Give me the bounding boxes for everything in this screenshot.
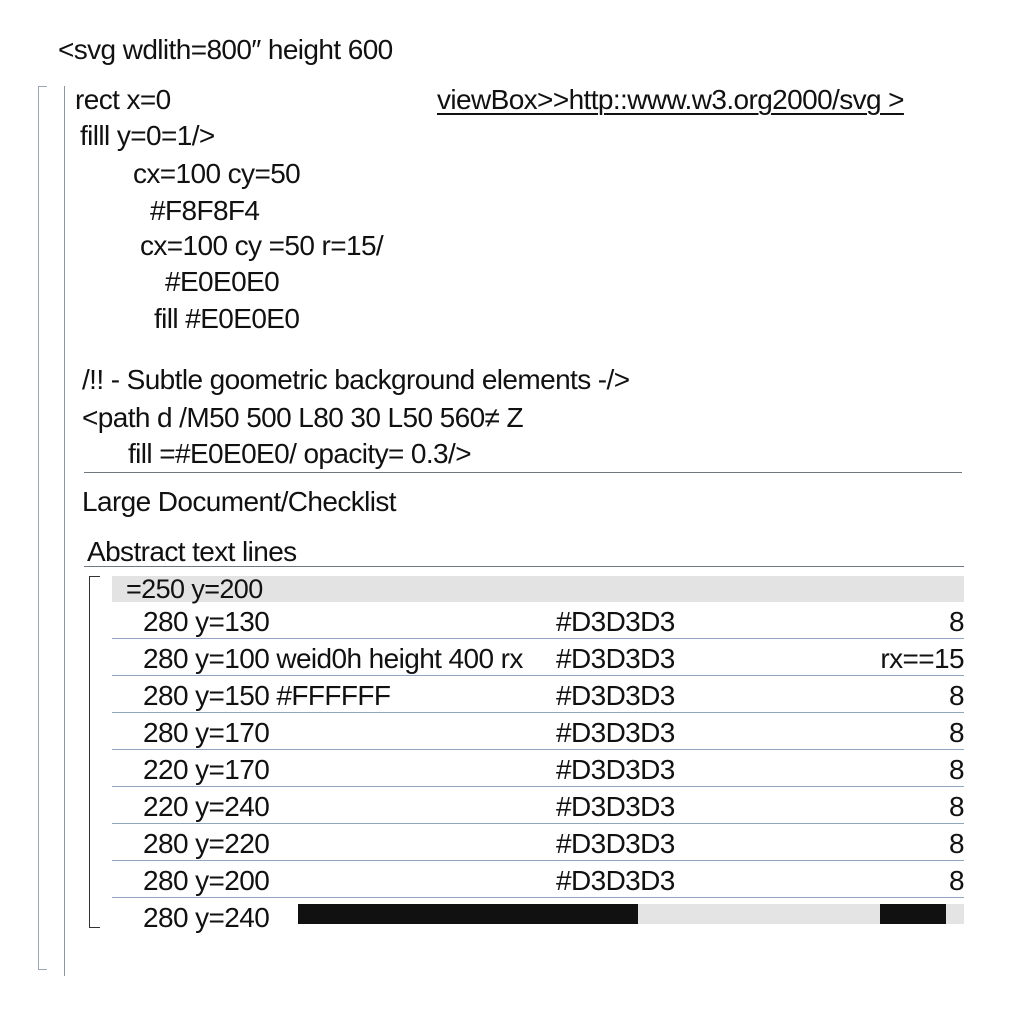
- table-row: [112, 861, 964, 898]
- table-cell-1: 220 y=240: [143, 791, 270, 822]
- table-cell-1: 280 y=100 weid0h height 400 rx: [143, 643, 523, 674]
- code-line-circle: cx=100 cy =50 r=15/: [140, 230, 384, 261]
- table-row: [112, 676, 964, 713]
- left-bracket-frame: [38, 86, 47, 970]
- table-cell-1: 280 y=150 #FFFFFF: [143, 680, 391, 711]
- table-last-row: [112, 898, 964, 932]
- data-table: [112, 576, 964, 932]
- table-cell-2: #D3D3D3: [556, 680, 675, 711]
- table-header: =250 y=200: [112, 576, 964, 602]
- table-bracket: [89, 576, 100, 928]
- code-line-viewbox: viewBox>>http::www.w3.org2000/svg >: [437, 84, 904, 115]
- table-row: [112, 639, 964, 676]
- table-cell-1: 280 y=200: [143, 865, 270, 896]
- code-line-fill: filll y=0=1/>: [80, 120, 215, 151]
- table-cell-2: #D3D3D3: [556, 791, 675, 822]
- table-cell-3: 8: [949, 865, 964, 896]
- document-title: <svg wdlith=800″ height 600: [58, 34, 393, 65]
- section-table-label: Abstract text lines: [87, 536, 297, 567]
- table-cell-3: 8: [949, 791, 964, 822]
- code-line-cx-cy: cx=100 cy=50: [133, 158, 301, 189]
- table-row: [112, 787, 964, 824]
- table-cell-3: 8: [949, 828, 964, 859]
- table-cell-3: 8: [949, 680, 964, 711]
- vertical-rule: [64, 86, 65, 976]
- section-document-label: Large Document/Checklist: [82, 486, 396, 517]
- progress-bar-end-block: [880, 904, 946, 924]
- code-line-color-f8: #F8F8F4: [150, 195, 260, 226]
- progress-bar-fill: [298, 904, 638, 924]
- table-cell-2: #D3D3D3: [556, 865, 675, 896]
- table-row: [112, 750, 964, 787]
- code-line-color-e0: #E0E0E0: [165, 266, 280, 297]
- table-cell-3: 8: [949, 606, 964, 637]
- table-cell-1: 280 y=170: [143, 717, 270, 748]
- table-row: [112, 602, 964, 639]
- table-cell-1: 280 y=220: [143, 828, 270, 859]
- code-line-fill-e0: fill #E0E0E0: [154, 303, 300, 334]
- table-cell-3: rx==15: [880, 643, 964, 674]
- table-cell-3: 8: [949, 754, 964, 785]
- table-row: [112, 824, 964, 861]
- code-line-rect: rect x=0: [75, 84, 171, 115]
- table-cell-2: #D3D3D3: [556, 606, 675, 637]
- table-cell-2: #D3D3D3: [556, 717, 675, 748]
- table-cell-2: #D3D3D3: [556, 643, 675, 674]
- table-label-underline: [84, 566, 964, 567]
- progress-bar: [298, 904, 964, 924]
- table-row: [112, 713, 964, 750]
- table-cell-2: #D3D3D3: [556, 754, 675, 785]
- table-cell-3: 8: [949, 717, 964, 748]
- code-comment: /!! - Subtle goometric background elements -/>: [82, 364, 630, 395]
- last-row-label: 280 y=240: [143, 902, 270, 933]
- divider-line: [84, 472, 962, 473]
- code-path-fill: fill =#E0E0E0/ opacity= 0.3/>: [128, 438, 471, 469]
- code-path: <path d /M50 500 L80 30 L50 560≠ Z: [82, 402, 523, 433]
- table-cell-1: 280 y=130: [143, 606, 270, 637]
- table-cell-2: #D3D3D3: [556, 828, 675, 859]
- table-cell-1: 220 y=170: [143, 754, 270, 785]
